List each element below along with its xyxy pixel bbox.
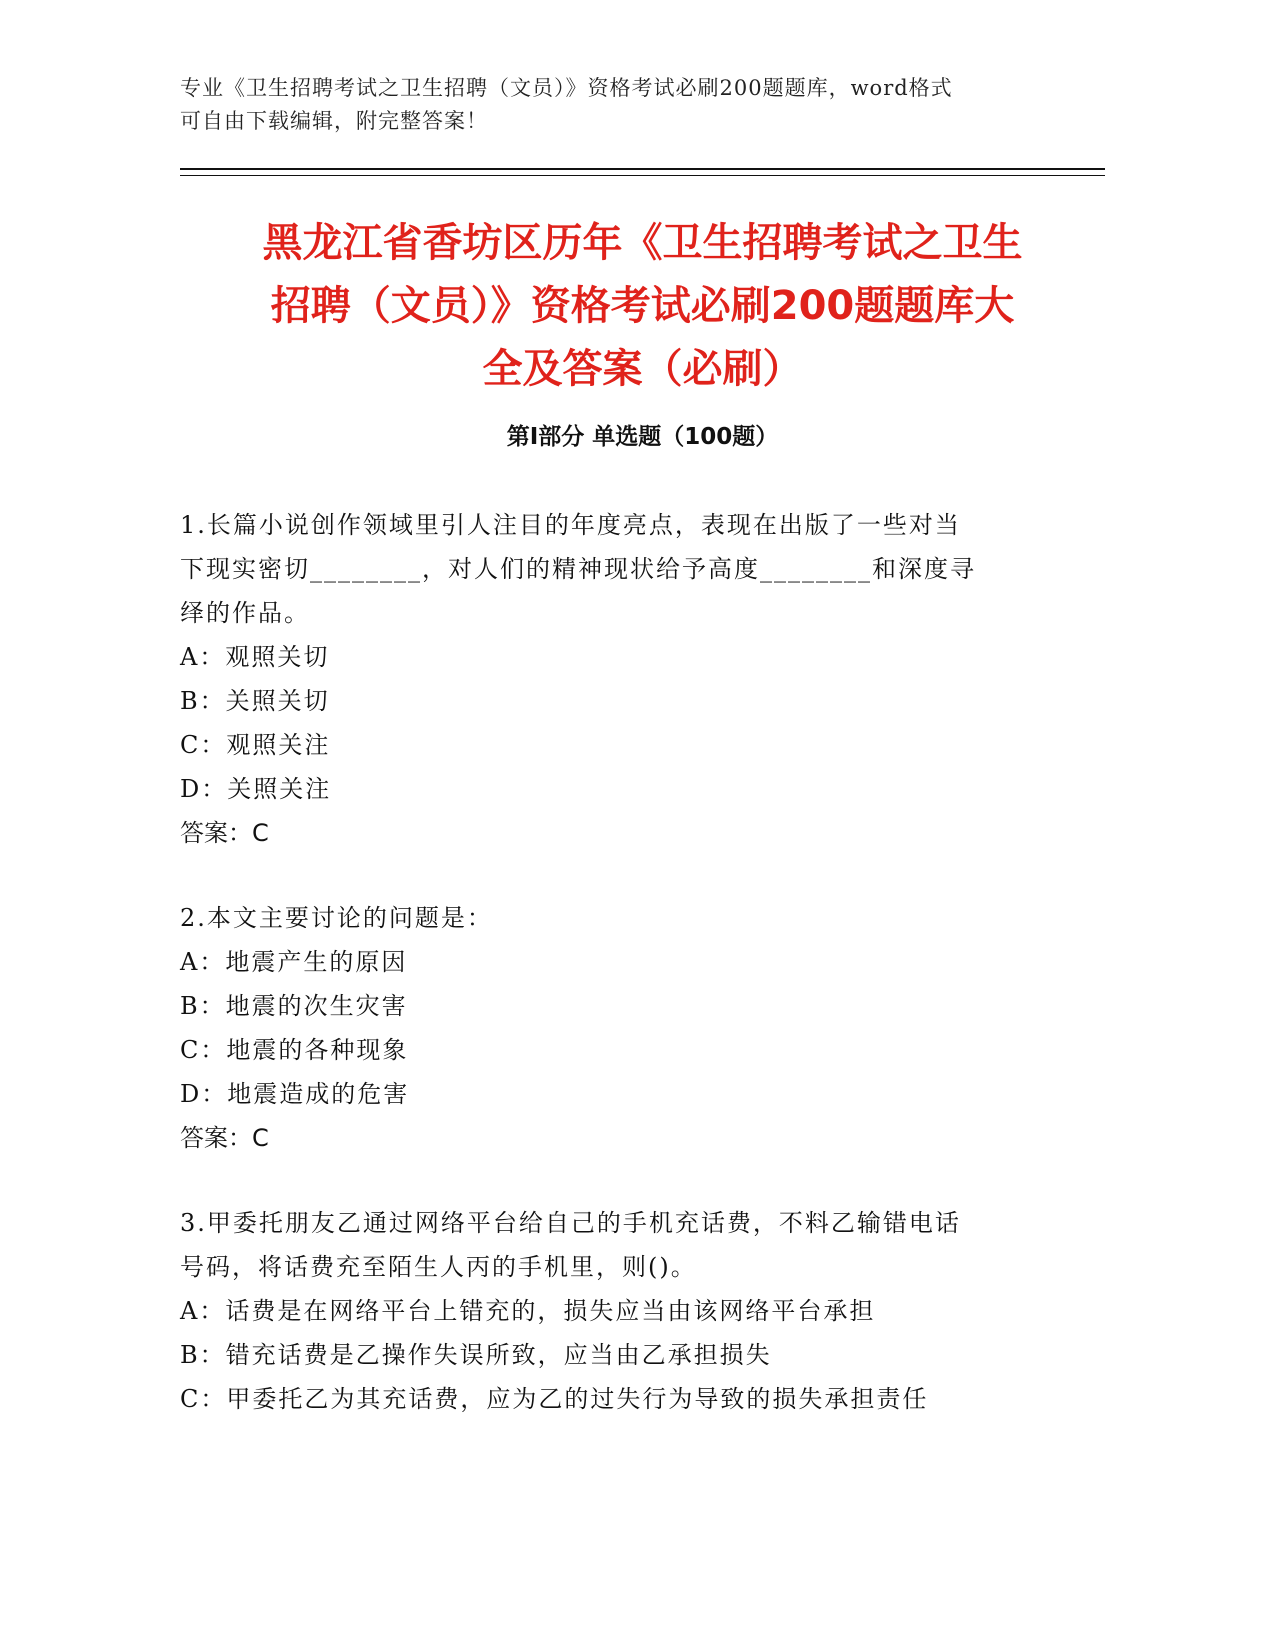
question-1: [180, 503, 1030, 855]
header-divider-thick: [180, 168, 1105, 170]
question-list: [180, 503, 1030, 1462]
option-d: D：地震造成的危害: [180, 1080, 410, 1108]
document-title: [180, 212, 1105, 401]
question-stem-line: 绎的作品。: [180, 599, 310, 627]
answer-key: 答案：C: [180, 819, 269, 847]
question-stem-line: 3.甲委托朋友乙通过网络平台给自己的手机充话费，不料乙输错电话: [180, 1209, 961, 1237]
option-c: C：观照关注: [180, 731, 331, 759]
section-title: 第Ⅰ部分 单选题（100题）: [506, 424, 779, 450]
document-title-line: 招聘（文员）》资格考试必刷200题题库大: [270, 283, 1015, 329]
option-b: B：关照关切: [180, 687, 330, 715]
option-d: D：关照关注: [180, 775, 332, 803]
option-b: B：错充话费是乙操作失误所致，应当由乙承担损失: [180, 1341, 772, 1369]
question-2: [180, 896, 1030, 1160]
option-a: A：话费是在网络平台上错充的，损失应当由该网络平台承担: [180, 1297, 876, 1325]
option-c: C：地震的各种现象: [180, 1036, 409, 1064]
question-stem-line: 2.本文主要讨论的问题是：: [180, 904, 493, 932]
option-a: A：观照关切: [180, 643, 330, 671]
header-note-line: 专业《卫生招聘考试之卫生招聘（文员）》资格考试必刷200题题库，word格式: [180, 76, 953, 100]
document-title-line: 黑龙江省香坊区历年《卫生招聘考试之卫生: [262, 220, 1023, 266]
header-note: [180, 72, 1030, 138]
option-a: A：地震产生的原因: [180, 948, 408, 976]
document-title-line: 全及答案（必刷）: [482, 346, 803, 392]
option-c: C：甲委托乙为其充话费，应为乙的过失行为导致的损失承担责任: [180, 1385, 929, 1413]
question-stem-line: 下现实密切________，对人们的精神现状给予高度________和深度寻: [180, 555, 976, 583]
header-note-line: 可自由下载编辑，附完整答案！: [180, 109, 488, 133]
question-3: [180, 1201, 1030, 1421]
question-stem-line: 1.长篇小说创作领域里引人注目的年度亮点，表现在出版了一些对当: [180, 511, 961, 539]
question-stem-line: 号码，将话费充至陌生人丙的手机里，则()。: [180, 1253, 697, 1281]
answer-key: 答案：C: [180, 1124, 269, 1152]
option-b: B：地震的次生灾害: [180, 992, 408, 1020]
header-divider-thin: [180, 175, 1105, 176]
